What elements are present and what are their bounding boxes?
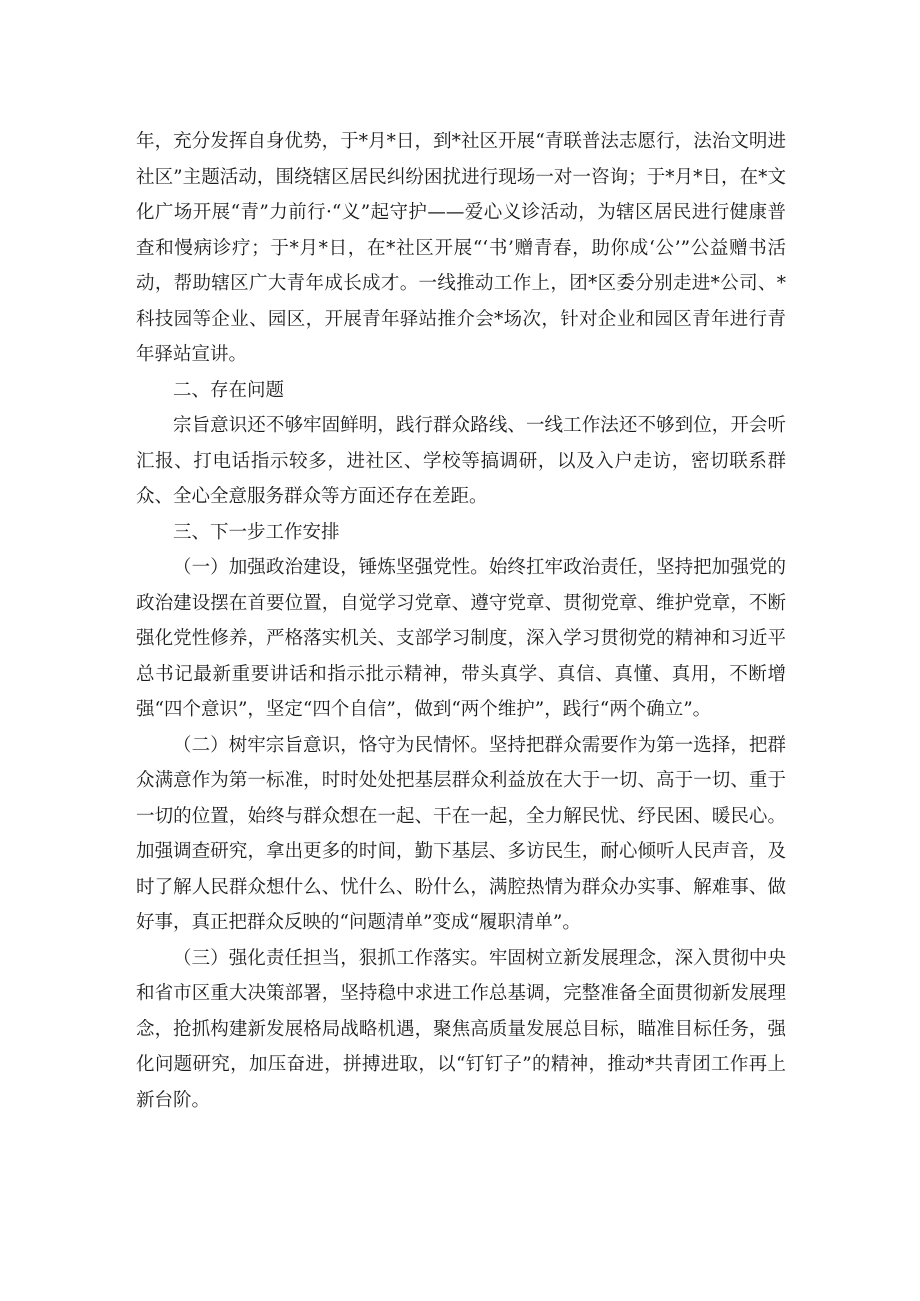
- paragraph-purpose-awareness: （二）树牢宗旨意识，恪守为民情怀。坚持把群众需要作为第一选择，把群众满意作为第一标准，时时处处把基层群众利益放在大于一切、高于一切、重于一切的位置，始终与群众想在一起、干在一起，全力解民忧、纾民困、暖民心。加强调查研究，拿出更多的时间，勤下基层、多访民生，耐心倾听人民声音，及时了解人民群众想什么、忧什么、盼什么，满腔热情为群众办实事、解难事、做好事，真正把群众反映的“问题清单”变成“履职清单”。: [136, 734, 786, 933]
- heading-existing-problems: 二、存在问题: [173, 379, 285, 401]
- paragraph-problems: 宗旨意识还不够牢固鲜明，践行群众路线、一线工作法还不够到位，开会听汇报、打电话指示较多，进社区、学校等搞调研，以及入户走访，密切联系群众、全心全意服务群众等方面还存在差距。: [136, 415, 786, 507]
- paragraph-activities-continued: 年，充分发挥自身优势，于*月*日，到*社区开展“青联普法志愿行，法治文明进社区”主题活动，围绕辖区居民纠纷困扰进行现场一对一咨询；于*月*日，在*文化广场开展“青”力前行·“义”起守护——爱心义诊活动，为辖区居民进行健康普查和慢病诊疗；于*月*日，在*社区开展“‘书’赠青春，助你成‘公’”公益赠书活动，帮助辖区广大青年成长成才。一线推动工作上，团*区委分别走进*公司、*科技园等企业、园区，开展青年驿站推介会*场次，针对企业和园区青年进行青年驿站宣讲。: [136, 131, 786, 365]
- heading-next-steps: 三、下一步工作安排: [173, 521, 340, 543]
- paragraph-political-building: （一）加强政治建设，锤炼坚强党性。始终扛牢政治责任，坚持把加强党的政治建设摆在首要位置，自觉学习党章、遵守党章、贯彻党章、维护党章，不断强化党性修养，严格落实机关、支部学习制度，深入学习贯彻党的精神和习近平总书记最新重要讲话和指示批示精神，带头真学、真信、真懂、真用，不断增强“四个意识”，坚定“四个自信”，做到“两个维护”，践行“两个确立”。: [136, 557, 786, 720]
- paragraph-responsibility: （三）强化责任担当，狠抓工作落实。牢固树立新发展理念，深入贯彻中央和省市区重大决策部署，坚持稳中求进工作总基调，完整准备全面贯彻新发展理念，抢抓构建新发展格局战略机遇，聚焦高质量发展总目标，瞄准目标任务，强化问题研究，加压奋进，拼搏进取，以“钉钉子”的精神，推动*共青团工作再上新台阶。: [136, 947, 786, 1111]
- document-body: [136, 124, 786, 1118]
